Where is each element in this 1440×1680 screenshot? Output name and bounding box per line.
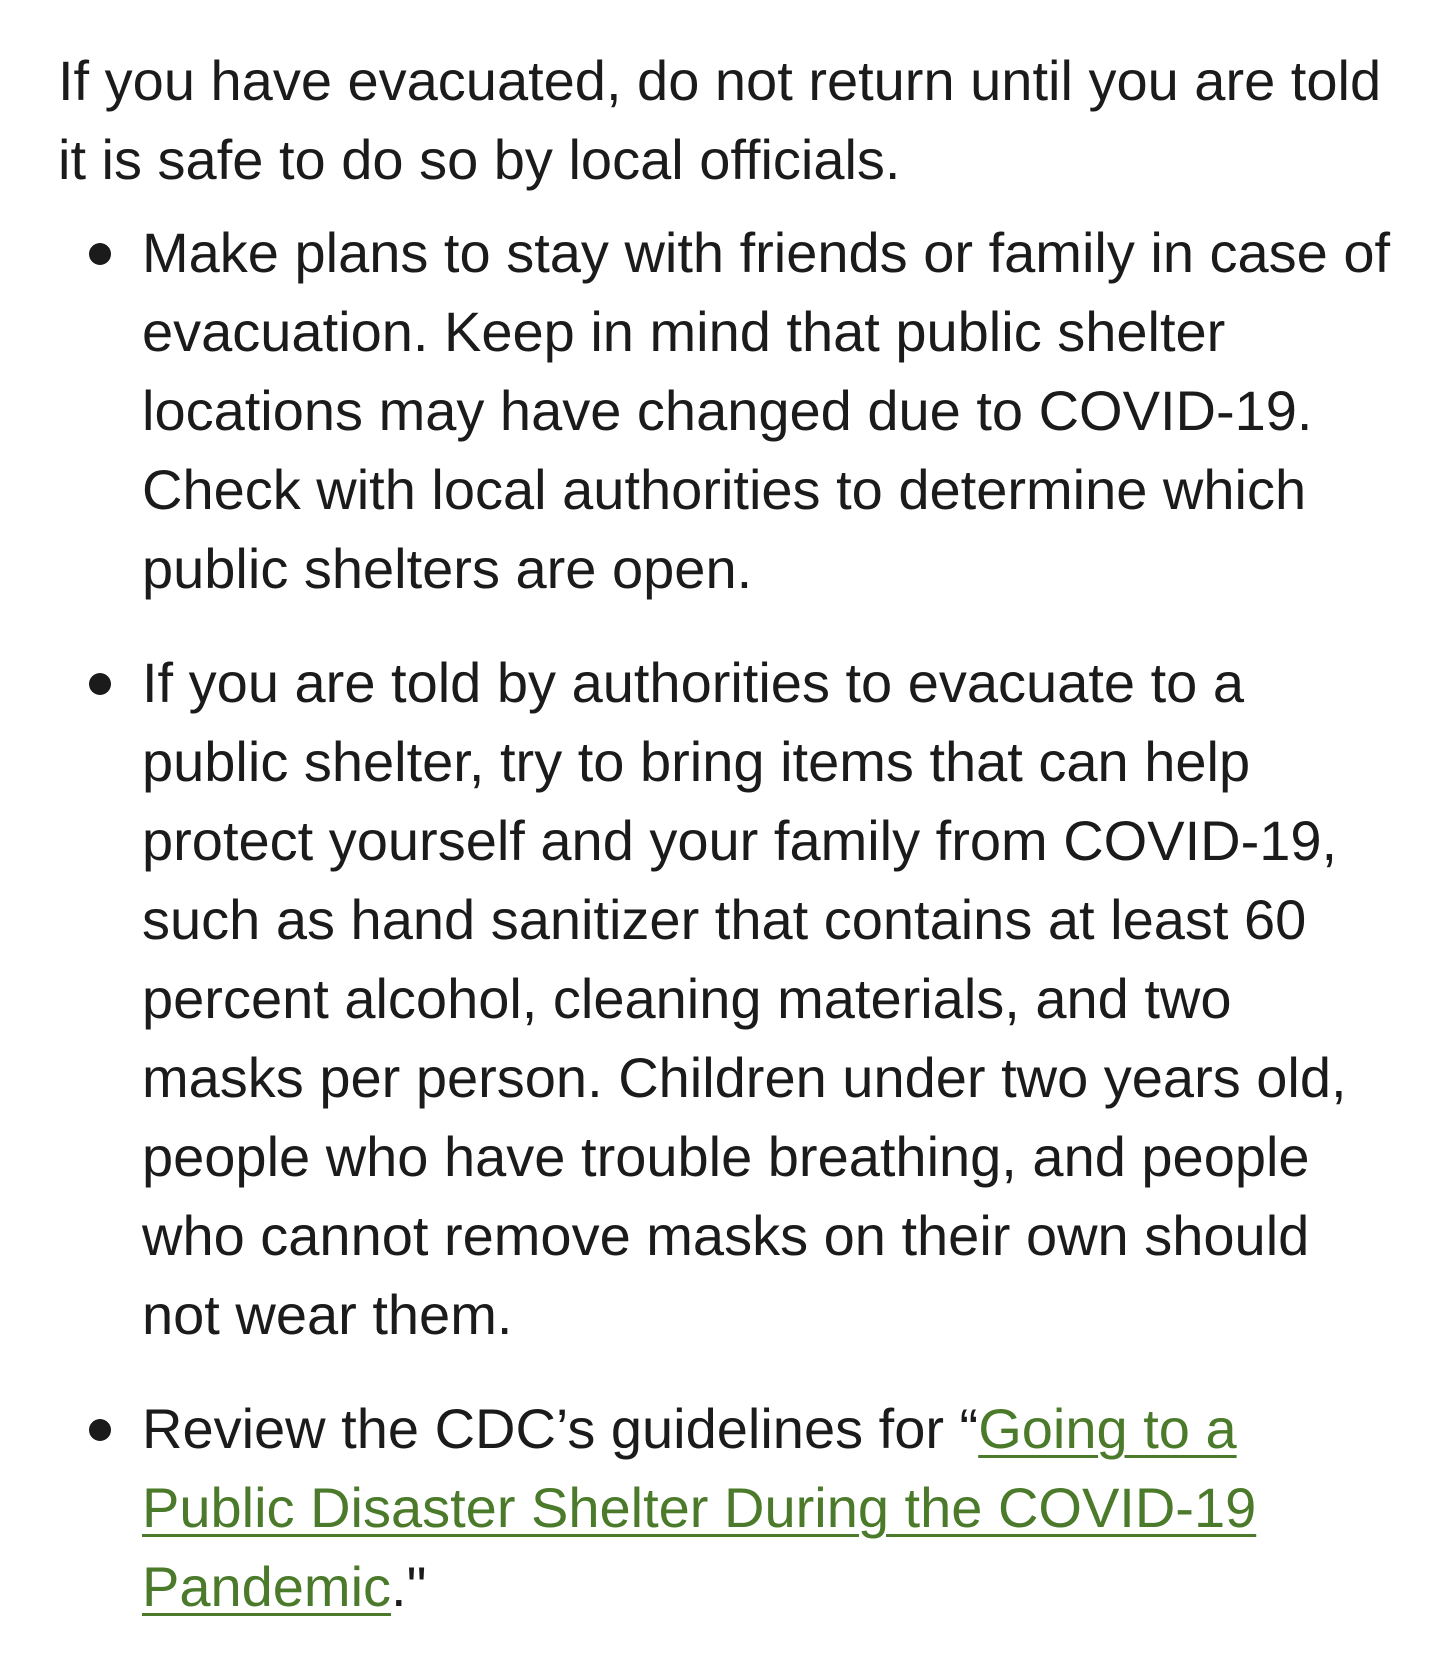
bullet-icon: [89, 1419, 111, 1441]
intro-paragraph: If you have evacuated, do not return until you are told it is safe to do so by local officials.: [58, 49, 1382, 191]
list-item-text: If you are told by authorities to evacuate to a public shelter, try to bring items that can help protect yourself and your family from COVID-19, such as hand sanitizer that contains at least 60 percent alcohol, cleaning materials, and two masks per person. Children under two years old, people who have trouble breathing, and people who cannot remove masks on their own should not wear them.: [142, 651, 1347, 1346]
list-item: [142, 643, 1392, 1354]
bullet-icon: [89, 673, 111, 695]
list-item-suffix: .": [391, 1555, 427, 1618]
list-item: [142, 1389, 1392, 1626]
list-item-prefix: Review the CDC’s guidelines for “: [142, 1397, 979, 1460]
article-content: [58, 41, 1398, 199]
list-item-text: Make plans to stay with friends or family in case of evacuation. Keep in mind that public shelter locations may have changed due to COVID-19. Check with local authorities to determine which public shelters are open.: [142, 221, 1391, 600]
list-item: [142, 213, 1392, 608]
cdc-shelter-guidelines-link[interactable]: Going to a Public Disaster Shelter During the COVID-19 Pandemic: [142, 1397, 1257, 1618]
guidance-list: [142, 213, 1392, 1661]
bullet-icon: [89, 243, 111, 265]
